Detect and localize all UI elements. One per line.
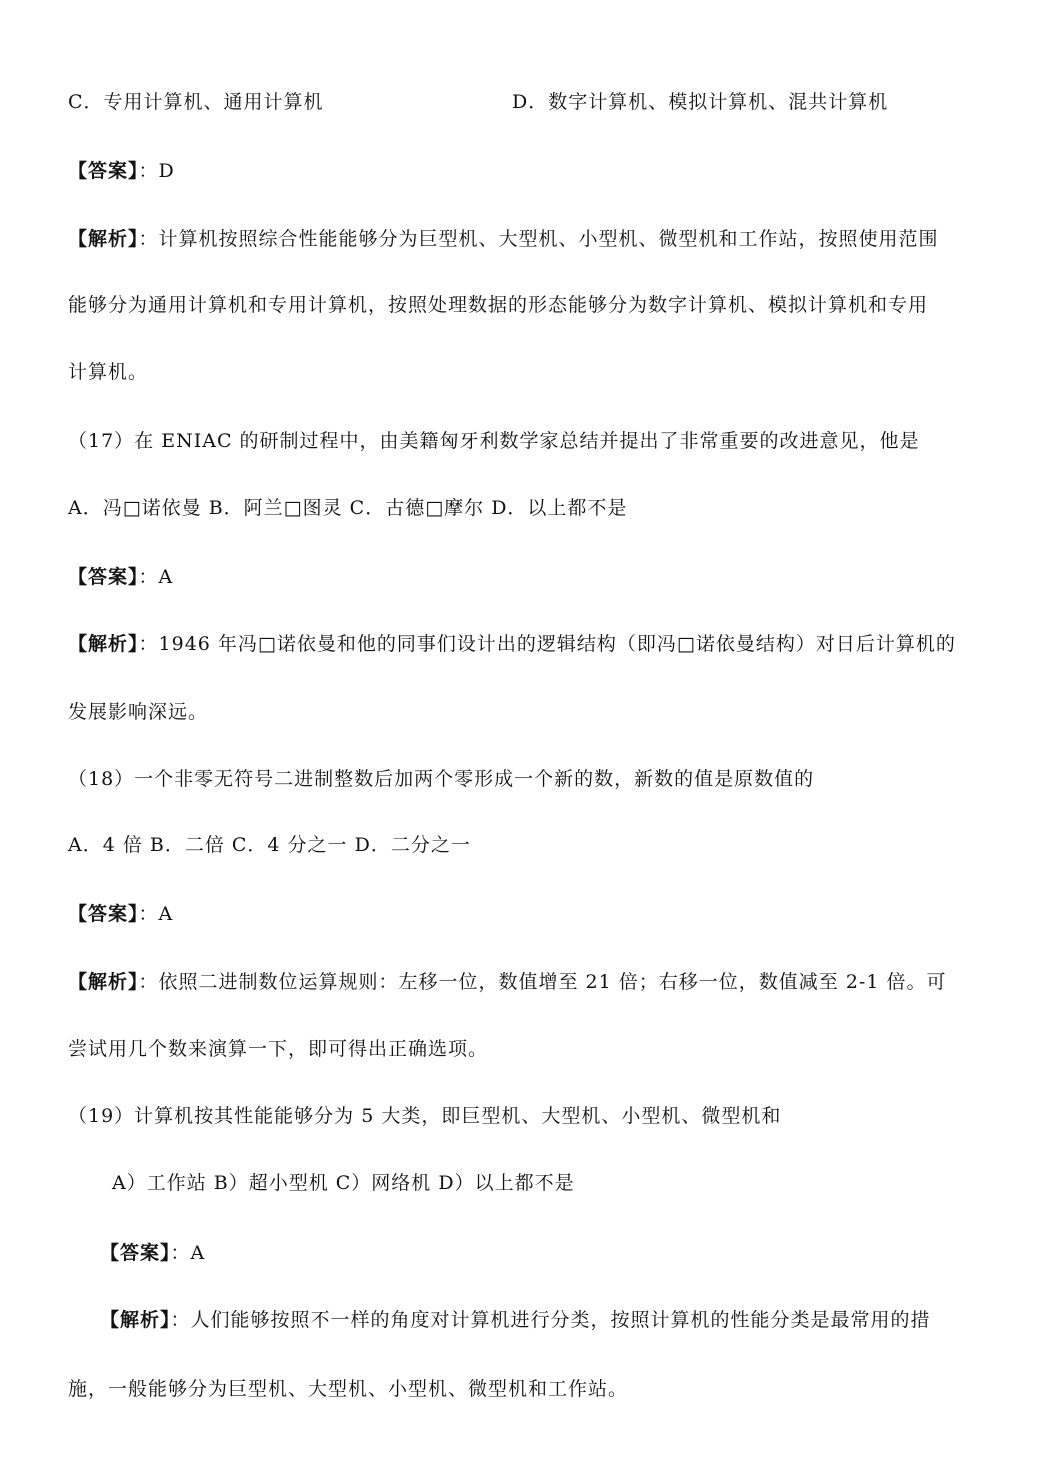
answer-label: 【答案】 — [100, 1242, 171, 1264]
q17-analysis-line-2: 发展影响深远。 — [68, 701, 209, 723]
q19-answer — [100, 1240, 205, 1266]
q16-answer — [68, 158, 175, 184]
analysis-label: 【解析】 — [68, 633, 139, 655]
q19-analysis-line-1 — [100, 1307, 931, 1333]
q19-analysis-line-2: 施，一般能够分为巨型机、大型机、小型机、微型机和工作站。 — [68, 1378, 629, 1400]
q16-analysis-line-2: 能够分为通用计算机和专用计算机，按照处理数据的形态能够分为数字计算机、模拟计算机和专用 — [68, 294, 929, 316]
answer-label: 【答案】 — [68, 566, 139, 588]
q16-option-c: C．专用计算机、通用计算机 — [68, 91, 324, 113]
q16-analysis-line-1 — [68, 226, 939, 252]
analysis-label: 【解析】 — [68, 228, 139, 250]
q19-options: A）工作站 B）超小型机 C）网络机 D）以上都不是 — [112, 1172, 575, 1194]
q18-analysis-line-2: 尝试用几个数来演算一下，即可得出正确选项。 — [68, 1038, 489, 1060]
q18-question: （18）一个非零无符号二进制整数后加两个零形成一个新的数，新数的值是原数值的 — [68, 768, 815, 790]
answer-value: ：A — [138, 566, 174, 588]
analysis-text: ：依照二进制数位运算规则：左移一位，数值增至 21 倍；右移一位，数值减至 2-1 倍。可 — [138, 971, 947, 993]
analysis-text: ：1946 年冯□诺依曼和他的同事们设计出的逻辑结构（即冯□诺依曼结构）对日后计算机的 — [138, 633, 956, 655]
q17-options: A．冯□诺依曼 B．阿兰□图灵 C．古德□摩尔 D．以上都不是 — [68, 497, 628, 519]
analysis-text: ：人们能够按照不一样的角度对计算机进行分类，按照计算机的性能分类是最常用的措 — [170, 1309, 931, 1331]
answer-value: ：A — [170, 1242, 206, 1264]
q17-answer — [68, 564, 173, 590]
q18-options: A．4 倍 B．二倍 C．4 分之一 D．二分之一 — [68, 834, 471, 856]
answer-value: ：D — [138, 160, 175, 182]
q19-question: （19）计算机按其性能能够分为 5 大类，即巨型机、大型机、小型机、微型机和 — [68, 1105, 782, 1127]
q17-question: （17）在 ENIAC 的研制过程中，由美籍匈牙利数学家总结并提出了非常重要的改进意见，他是 — [68, 430, 920, 452]
answer-label: 【答案】 — [68, 160, 139, 182]
q18-analysis-line-1 — [68, 969, 946, 995]
answer-label: 【答案】 — [68, 903, 139, 925]
q16-option-d: D．数字计算机、模拟计算机、混共计算机 — [512, 91, 889, 113]
q17-analysis-line-1 — [68, 631, 956, 657]
q16-analysis-line-3: 计算机。 — [68, 361, 149, 383]
analysis-label: 【解析】 — [68, 971, 139, 993]
analysis-label: 【解析】 — [100, 1309, 171, 1331]
answer-value: ：A — [138, 903, 174, 925]
analysis-text: ：计算机按照综合性能能够分为巨型机、大型机、小型机、微型机和工作站，按照使用范围 — [138, 228, 939, 250]
q18-answer — [68, 901, 173, 927]
